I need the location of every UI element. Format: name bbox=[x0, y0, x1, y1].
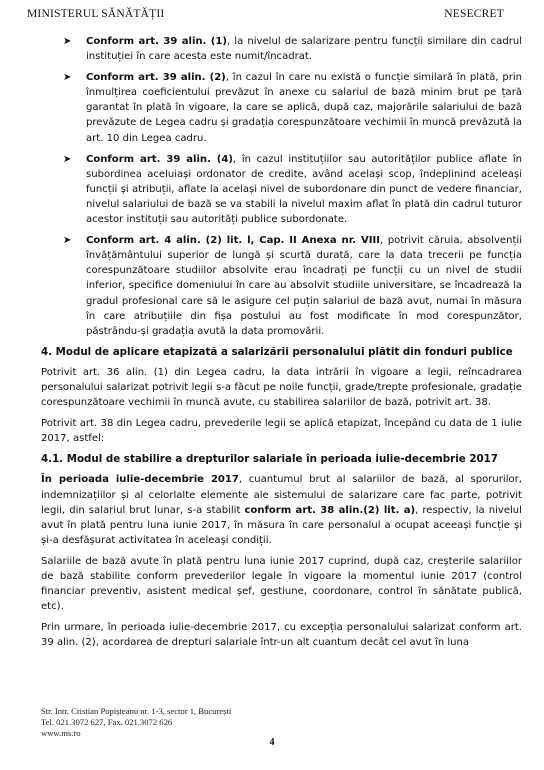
bullet-bold: Conform art. 39 alin. (4) bbox=[86, 153, 233, 165]
page-number: 4 bbox=[269, 737, 275, 748]
footer-phone: Tel. 021.3072 627, Fax. 021.3072 626 bbox=[41, 716, 173, 727]
section-4-paragraph: Potrivit art. 36 alin. (1) din Legea cadru, la data intrării în vigoare a legii, reîncadrarea personalului salarizat potrivit legii s-a făcut pe noile funcții, grade/trepte profesionale, gradație corespunzătoare vechimii în muncă avute, cu stabilirea salariilor de bază, potrivit art. 38. bbox=[41, 366, 522, 409]
bold-phrase: În perioada iulie-decembrie 2017 bbox=[41, 474, 239, 486]
bullet-text: , la nivelul de salarizare pentru funcții similare din cadrul instituției în care acesta este numit/încadrat. bbox=[86, 36, 523, 63]
section-4-1-paragraph: Salariile de bază avute în plată pentru luna iunie 2017 cuprind, după caz, creșterile salariilor de bază stabilite conform prevederilor legale în vigoare la momentul iunie 2017 (control financiar preventiv, asistent medical șef, gestiune, coordonare, control în sănătate publică, etc). bbox=[41, 555, 522, 613]
section-4-heading: 4. Modul de aplicare etapizată a salarizării personalului plătit din fonduri publice bbox=[41, 345, 513, 358]
footer-address bbox=[41, 706, 231, 738]
arrow-bullet-icon: ➤ bbox=[63, 235, 72, 247]
footer-website: www.ms.ro bbox=[41, 727, 81, 738]
paragraph-text: , cuantumul brut al salariilor de bază, al sporurilor, indemnizațiilor și al celorlalte elemente ale sistemului de salarizare care fac parte, potrivit legii, din salariul brut lunar, s-a stabilit bbox=[41, 474, 522, 516]
bullet-item bbox=[41, 152, 522, 227]
arrow-bullet-icon: ➤ bbox=[63, 36, 72, 47]
bullet-bold: Conform art. 39 alin. (1) bbox=[86, 36, 227, 47]
section-4-1-paragraph: Prin urmare, în perioada iulie-decembrie 2017, cu excepția personalului salarizat conform art. 39 alin. (2), acordarea de drepturi salariale într-un alt cuantum decât cel avut în luna bbox=[41, 622, 522, 649]
bullet-text: , în cazul instituțiilor sau autorităților publice aflate în subordinea aceluiași ordonator de credite, având același scop, îndeplinind aceleași funcții și atribuții, aflate la același nivel de subordonare din punct de vedere financiar, nivelul salariului de bază se va stabili la nivelul maxim aflat în plată din cadrul tuturor acestor instituții sau autorități publice subordonate. bbox=[86, 153, 523, 226]
arrow-bullet-icon: ➤ bbox=[63, 153, 72, 165]
bullet-text: , potrivit căruia, absolvenții învățământului superior de lungă și scurtă durată, care la data trecerii pe funcția corespunzătoare studiilor absolvite erau încadrați pe funcții cu un nivel de studii inferior, specifice domeniului în care au absolvit studiile universitare, se încadrează la gradul profesional care să le asigure cel puțin salariul de bază avut, numai în măsura în care atribuțiile din fișa postului au fost modificate în mod corespunzător, păstrându-și gradația avută la data promovării. bbox=[86, 235, 522, 337]
arrow-bullet-icon: ➤ bbox=[63, 72, 72, 84]
bullet-item bbox=[41, 34, 522, 64]
header-ministry: MINISTERUL SĂNĂTĂȚII bbox=[27, 8, 165, 20]
bullet-bold: Conform art. 4 alin. (2) lit. l, Cap. II Anexa nr. VIII bbox=[86, 235, 380, 247]
header-classification: NESECRET bbox=[444, 8, 504, 20]
section-4-1-paragraph bbox=[41, 472, 522, 547]
footer-street: Str. Intr. Cristian Popișteanu nr. 1-3, sector 1, București bbox=[41, 706, 232, 716]
paragraph-text: , respectiv, la nivelul avut în plată pentru luna iunie 2017, în măsura în care personalul a ocupat aceeași funcție și și-a desfășurat activitatea în aceleași condiții. bbox=[41, 504, 522, 546]
section-4-1-heading: 4.1. Modul de stabilire a drepturilor salariale în perioada iulie-decembrie 2017 bbox=[41, 453, 498, 466]
document-body bbox=[41, 34, 522, 656]
bullet-item bbox=[41, 233, 522, 339]
bullet-item bbox=[41, 70, 522, 145]
section-4-paragraph: Potrivit art. 38 din Legea cadru, prevederile legii se aplică etapizat, începând cu data de 1 iulie 2017, astfel: bbox=[41, 418, 522, 445]
bold-phrase: conform art. 38 alin.(2) lit. a) bbox=[244, 504, 416, 516]
bullet-bold: Conform art. 39 alin. (2) bbox=[86, 72, 226, 84]
bullet-text: , în cazul în care nu există o funcție similară în plată, prin înmulțirea coeficientului prevăzut în anexe cu salariul de bază minim brut pe țară garantat în plată în vigoare, la care se aplică, după caz, majorările salariului de bază prevăzute de Legea cadru și gradația corespunzătoare vechimii în muncă prevăzută la art. 10 din Legea cadru. bbox=[86, 72, 522, 144]
